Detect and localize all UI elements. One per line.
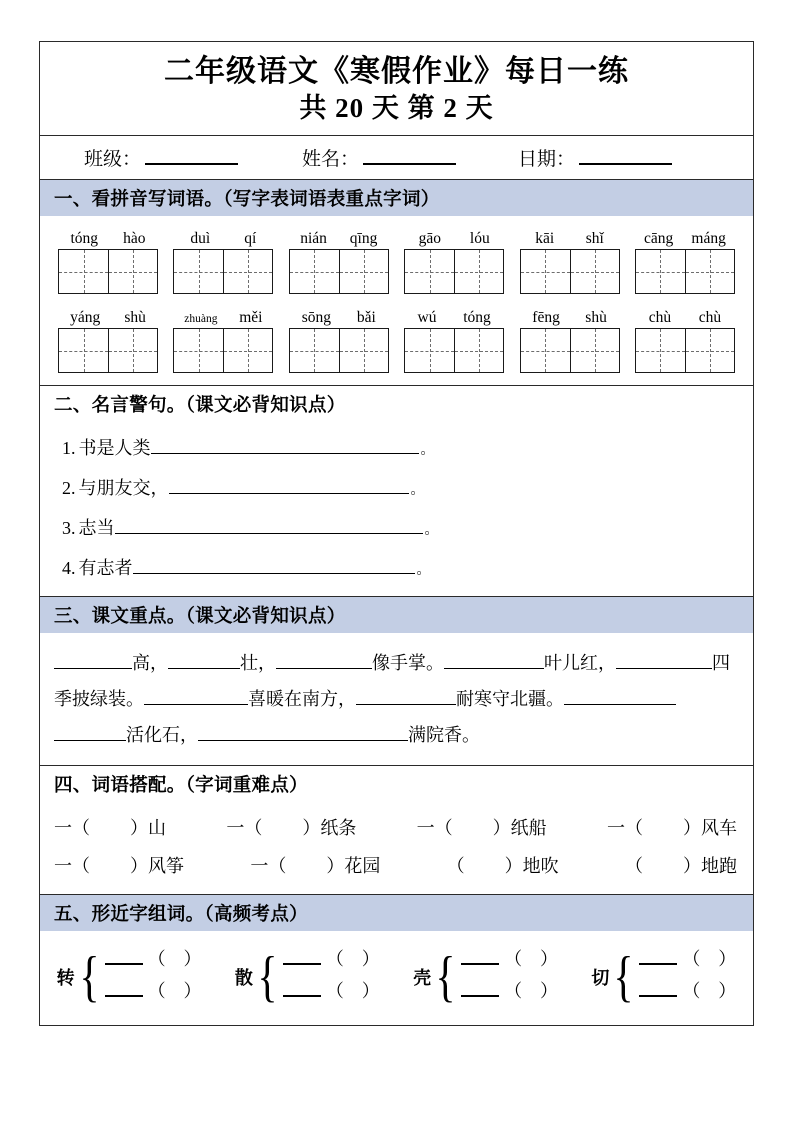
page-subtitle: 共 20 天 第 2 天	[299, 92, 494, 123]
word-paren-blank[interactable]: （ ）	[147, 949, 202, 970]
tianzige-cell[interactable]	[685, 329, 734, 372]
measure-word-suffix: ）地吹	[504, 856, 559, 877]
tianzige-cell[interactable]	[454, 250, 503, 293]
section-heading-2: 二、名言警句。（课文必背知识点）	[40, 386, 753, 422]
measure-word-area	[40, 802, 753, 894]
class-field[interactable]	[84, 144, 238, 171]
similar-character-rows	[105, 945, 202, 1009]
pinyin-label	[173, 225, 273, 246]
section-famous-quotes	[40, 386, 753, 597]
word-cell	[289, 225, 389, 294]
measure-word-prefix: （	[446, 856, 465, 877]
similar-character-row	[105, 977, 202, 1009]
tianzige-cell[interactable]	[405, 329, 454, 372]
pinyin-row	[40, 225, 753, 294]
pinyin-syllable: chù	[648, 308, 672, 326]
cloze-text: 像手掌。	[372, 653, 444, 674]
cloze-blank[interactable]	[356, 691, 456, 705]
tianzige-box[interactable]	[635, 328, 735, 373]
section-heading-3: 三、课文重点。（课文必背知识点）	[40, 597, 753, 633]
word-cell	[520, 304, 620, 373]
tianzige-box[interactable]	[289, 328, 389, 373]
date-blank[interactable]	[579, 150, 672, 165]
brace-icon: {	[257, 946, 278, 1009]
pinyin-syllable: shù	[124, 308, 146, 326]
measure-word-prefix: 一（	[416, 818, 453, 839]
similar-character-group	[413, 945, 558, 1009]
character-blank[interactable]	[105, 985, 143, 997]
pinyin-syllable: qīng	[349, 229, 378, 247]
tianzige-box[interactable]	[58, 249, 158, 294]
pinyin-syllable: fēng	[532, 308, 560, 326]
quote-number: 2.	[62, 478, 76, 499]
measure-word-item[interactable]	[250, 852, 380, 878]
quote-blank[interactable]	[151, 440, 419, 454]
similar-character-rows	[461, 945, 558, 1009]
cloze-area	[40, 633, 753, 765]
word-paren-blank[interactable]: （ ）	[682, 981, 737, 1002]
tianzige-box[interactable]	[289, 249, 389, 294]
quote-blank[interactable]	[169, 480, 409, 494]
tianzige-cell[interactable]	[59, 250, 108, 293]
pinyin-label	[404, 304, 504, 325]
word-paren-blank[interactable]: （ ）	[682, 949, 737, 970]
pinyin-syllable: chù	[698, 308, 722, 326]
quote-item	[40, 514, 753, 540]
student-info-row	[40, 136, 753, 180]
section-heading-5: 五、形近字组词。（高频考点）	[40, 895, 753, 931]
pinyin-label	[404, 225, 504, 246]
measure-word-item[interactable]	[54, 852, 184, 878]
quote-number: 4.	[62, 558, 76, 579]
tianzige-box[interactable]	[173, 249, 273, 294]
character-blank[interactable]	[461, 953, 499, 965]
cloze-blank[interactable]	[276, 655, 372, 669]
class-label: 班级：	[84, 149, 142, 171]
worksheet-frame	[39, 41, 754, 1026]
measure-word-prefix: 一（	[250, 856, 287, 877]
similar-character-rows	[283, 945, 380, 1009]
measure-word-row	[40, 852, 753, 878]
pinyin-syllable: duì	[190, 229, 211, 247]
cloze-blank[interactable]	[144, 691, 248, 705]
pinyin-syllable: yáng	[70, 308, 101, 326]
page-title: 二年级语文《寒假作业》每日一练	[164, 55, 629, 88]
cloze-blank[interactable]	[444, 655, 544, 669]
cloze-blank[interactable]	[198, 727, 408, 741]
cloze-text: 季披绿装。	[54, 689, 144, 710]
tianzige-cell[interactable]	[636, 329, 685, 372]
similar-character-row	[639, 977, 736, 1009]
quote-period: 。	[416, 563, 431, 579]
similar-character-group	[57, 945, 202, 1009]
cloze-text: 耐寒守北疆。	[456, 689, 564, 710]
tianzige-cell[interactable]	[454, 329, 503, 372]
pinyin-syllable: tóng	[463, 308, 491, 326]
name-label: 姓名：	[302, 149, 360, 171]
measure-word-prefix: 一（	[606, 818, 643, 839]
pinyin-syllable: sōng	[301, 308, 332, 326]
quote-text: 书是人类	[78, 438, 151, 459]
tianzige-cell[interactable]	[636, 250, 685, 293]
measure-word-prefix: 一（	[54, 818, 90, 839]
tianzige-cell[interactable]	[59, 329, 108, 372]
measure-word-prefix: （	[624, 856, 643, 877]
tianzige-cell[interactable]	[570, 329, 619, 372]
word-paren-blank[interactable]: （ ）	[147, 981, 202, 1002]
quote-period: 。	[410, 483, 425, 499]
cloze-line	[54, 645, 737, 681]
measure-word-item[interactable]	[226, 814, 356, 840]
pinyin-label	[635, 225, 735, 246]
pinyin-label	[173, 304, 273, 325]
section-heading-1: 一、看拼音写词语。（写字表词语表重点字词）	[40, 180, 753, 216]
tianzige-box[interactable]	[58, 328, 158, 373]
tianzige-cell[interactable]	[290, 329, 339, 372]
word-cell	[58, 225, 158, 294]
pinyin-label	[520, 225, 620, 246]
cloze-text: 高，	[132, 653, 168, 674]
word-cell	[58, 304, 158, 373]
tianzige-box[interactable]	[404, 249, 504, 294]
name-field[interactable]	[302, 144, 456, 171]
similar-character-label: 切	[591, 968, 610, 989]
pinyin-label	[58, 304, 158, 325]
pinyin-syllable: tóng	[70, 229, 99, 247]
quote-blank[interactable]	[133, 560, 415, 574]
similar-character-label: 转	[56, 968, 75, 989]
similar-character-row	[461, 977, 558, 1009]
word-cell	[173, 304, 273, 373]
tianzige-box[interactable]	[404, 328, 504, 373]
tianzige-cell[interactable]	[405, 250, 454, 293]
pinyin-syllable: lóu	[469, 229, 490, 247]
cloze-line	[54, 681, 737, 717]
quote-text: 有志者	[78, 558, 133, 579]
quote-period: 。	[424, 523, 439, 539]
word-cell	[404, 304, 504, 373]
cloze-text: 叶儿红，	[544, 653, 616, 674]
tianzige-cell[interactable]	[174, 329, 223, 372]
tianzige-box[interactable]	[520, 249, 620, 294]
similar-character-rows	[639, 945, 736, 1009]
measure-word-suffix: ）纸船	[492, 818, 547, 839]
pinyin-label	[58, 225, 158, 246]
tianzige-cell[interactable]	[223, 250, 272, 293]
word-cell	[173, 225, 273, 294]
measure-word-item[interactable]	[625, 852, 737, 878]
tianzige-box[interactable]	[635, 249, 735, 294]
pinyin-label	[289, 304, 389, 325]
class-blank[interactable]	[145, 150, 238, 165]
title-block	[40, 42, 753, 136]
tianzige-cell[interactable]	[339, 250, 388, 293]
tianzige-cell[interactable]	[223, 329, 272, 372]
measure-word-row	[40, 814, 753, 840]
tianzige-cell[interactable]	[174, 250, 223, 293]
word-paren-blank[interactable]: （ ）	[325, 949, 380, 970]
pinyin-syllable: zhuàng	[184, 312, 218, 325]
quote-blank[interactable]	[115, 520, 423, 534]
cloze-text: 壮，	[240, 653, 276, 674]
word-paren-blank[interactable]: （ ）	[504, 981, 559, 1002]
similar-character-group	[591, 945, 736, 1009]
pinyin-syllable: wú	[417, 308, 437, 326]
quote-fill-area	[40, 422, 753, 596]
pinyin-syllable: qí	[244, 229, 257, 247]
character-blank[interactable]	[461, 985, 499, 997]
cloze-blank[interactable]	[54, 655, 132, 669]
pinyin-label	[635, 304, 735, 325]
measure-word-item[interactable]	[54, 814, 166, 840]
similar-character-label: 散	[234, 968, 253, 989]
character-blank[interactable]	[105, 953, 143, 965]
tianzige-cell[interactable]	[339, 329, 388, 372]
character-blank[interactable]	[639, 985, 677, 997]
pinyin-syllable: máng	[691, 229, 726, 247]
measure-word-suffix: ）花园	[326, 856, 381, 877]
date-field[interactable]	[518, 144, 672, 171]
similar-character-row	[461, 945, 558, 977]
measure-word-suffix: ）风车	[682, 818, 737, 839]
cloze-line	[54, 717, 737, 753]
brace-icon: {	[79, 946, 100, 1009]
pinyin-syllable: cāng	[644, 229, 674, 247]
pinyin-syllable: hào	[123, 229, 146, 247]
section-heading-4: 四、词语搭配。（字词重难点）	[40, 766, 753, 802]
quote-item	[40, 434, 753, 460]
pinyin-syllable: kāi	[535, 229, 555, 247]
tianzige-cell[interactable]	[290, 250, 339, 293]
tianzige-cell[interactable]	[570, 250, 619, 293]
pinyin-row	[40, 304, 753, 373]
measure-word-suffix: ）地跑	[682, 856, 737, 877]
measure-word-prefix: 一（	[226, 818, 263, 839]
tianzige-cell[interactable]	[108, 250, 157, 293]
section-text-key-points	[40, 597, 753, 766]
measure-word-item[interactable]	[607, 814, 737, 840]
measure-word-suffix: ）山	[130, 818, 166, 839]
pinyin-grid-area	[40, 216, 753, 385]
measure-word-item[interactable]	[417, 814, 547, 840]
quote-text: 志当	[78, 518, 115, 539]
cloze-text: 活化石，	[126, 725, 198, 746]
cloze-blank[interactable]	[54, 727, 126, 741]
similar-character-label: 壳	[413, 968, 432, 989]
cloze-text: 喜暖在南方，	[248, 689, 356, 710]
cloze-blank[interactable]	[168, 655, 240, 669]
tianzige-cell[interactable]	[685, 250, 734, 293]
tianzige-box[interactable]	[520, 328, 620, 373]
word-paren-blank[interactable]: （ ）	[325, 981, 380, 1002]
quote-item	[40, 474, 753, 500]
character-blank[interactable]	[639, 953, 677, 965]
word-paren-blank[interactable]: （ ）	[504, 949, 559, 970]
cloze-blank[interactable]	[564, 691, 676, 705]
measure-word-prefix: 一（	[54, 856, 90, 877]
section-similar-characters	[40, 895, 753, 1025]
tianzige-box[interactable]	[173, 328, 273, 373]
cloze-blank[interactable]	[616, 655, 712, 669]
quote-number: 3.	[62, 518, 76, 539]
pinyin-label	[520, 304, 620, 325]
similar-character-area	[40, 931, 753, 1025]
word-cell	[404, 225, 504, 294]
tianzige-cell[interactable]	[521, 250, 570, 293]
section-pinyin-writing	[40, 180, 753, 386]
pinyin-syllable: nián	[300, 229, 327, 247]
word-cell	[520, 225, 620, 294]
name-blank[interactable]	[363, 150, 456, 165]
pinyin-syllable: shǐ	[585, 229, 604, 247]
pinyin-label	[289, 225, 389, 246]
measure-word-suffix: ）风筝	[130, 856, 184, 877]
similar-character-row	[639, 945, 736, 977]
quote-period: 。	[420, 443, 435, 459]
pinyin-syllable: gāo	[418, 229, 441, 247]
similar-character-row	[283, 945, 380, 977]
character-blank[interactable]	[283, 953, 321, 965]
cloze-text: 四	[712, 653, 730, 674]
section-word-matching	[40, 766, 753, 895]
pinyin-syllable: měi	[239, 308, 263, 326]
date-label: 日期：	[518, 149, 576, 171]
measure-word-suffix: ）纸条	[302, 818, 357, 839]
character-blank[interactable]	[283, 985, 321, 997]
brace-icon: {	[435, 946, 456, 1009]
pinyin-syllable: shù	[585, 308, 607, 326]
measure-word-item[interactable]	[447, 852, 559, 878]
pinyin-syllable: bǎi	[356, 308, 376, 326]
tianzige-cell[interactable]	[108, 329, 157, 372]
quote-number: 1.	[62, 438, 76, 459]
similar-character-group	[235, 945, 380, 1009]
similar-character-row	[283, 977, 380, 1009]
word-cell	[289, 304, 389, 373]
word-cell	[635, 304, 735, 373]
quote-item	[40, 554, 753, 580]
brace-icon: {	[613, 946, 634, 1009]
quote-text: 与朋友交，	[78, 478, 169, 499]
cloze-text: 满院香。	[408, 725, 480, 746]
word-cell	[635, 225, 735, 294]
similar-character-row	[105, 945, 202, 977]
tianzige-cell[interactable]	[521, 329, 570, 372]
